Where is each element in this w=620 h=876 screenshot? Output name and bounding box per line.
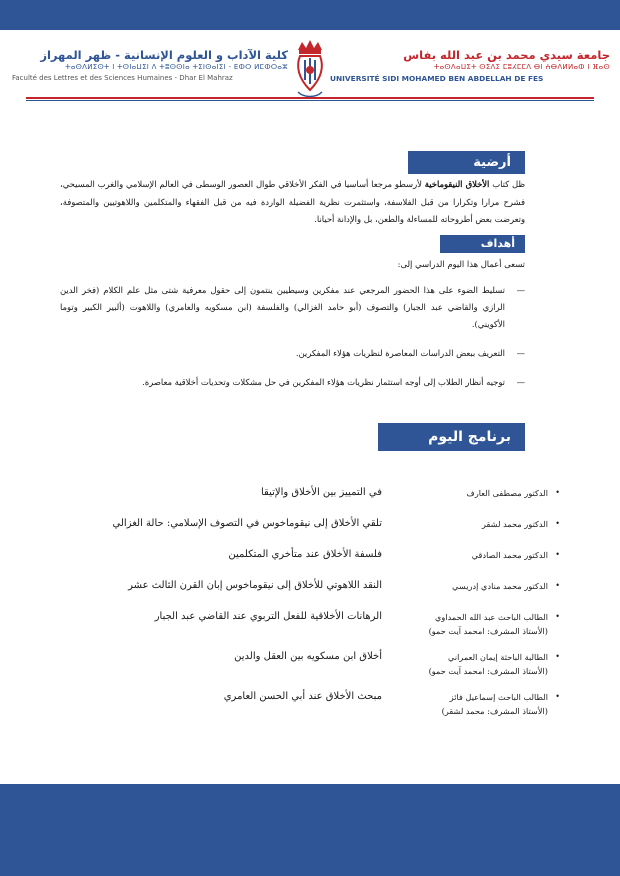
supervisor-note: (الأستاذ المشرف: امحمد آيت حمو)	[428, 666, 548, 676]
section-heading-ardiya: أرضية	[408, 151, 525, 174]
program-row	[60, 650, 560, 690]
university-name-french: UNIVERSITÉ SIDI MOHAMED BEN ABDELLAH DE FES	[330, 74, 544, 83]
talk-topic: مبحث الأخلاق عند أبي الحسن العامري	[223, 691, 382, 702]
goal-item	[60, 282, 525, 333]
header-divider-red	[26, 97, 594, 99]
goal-item	[60, 345, 525, 362]
speaker-name: الدكتور محمد منادي إدريسي	[452, 581, 548, 591]
faculty-name-french: Faculté des Lettres et des Sciences Humaines - Dhar El Mahraz	[12, 74, 233, 82]
bullet-icon: •	[555, 519, 560, 528]
supervisor-note: (الأستاذ المشرف: محمد لشقر)	[441, 706, 548, 716]
speaker-cell	[390, 610, 560, 638]
talk-topic: تلقي الأخلاق إلى نيقوماخوس في التصوف الإسلامي: حالة الغزالي	[112, 518, 382, 529]
speaker-cell	[390, 690, 560, 718]
program-row	[60, 579, 560, 610]
header-divider-blue	[26, 100, 594, 101]
talk-topic: في التمييز بين الأخلاق والإتيقا	[260, 487, 382, 498]
goal-text: توجيه أنظار الطلاب إلى أوجه استثمار نظريات هؤلاء المفكرين في حل مشكلات وتحديات أخلاقية معاصرة.	[142, 377, 505, 387]
talk-topic: الرهانات الأخلاقية للفعل التربوي عند القاضي عبد الجبار	[154, 611, 382, 622]
dash-bullet-icon: —	[516, 285, 525, 295]
speaker-name: الدكتور مصطفى العارف	[466, 488, 548, 498]
university-name-tifinagh: ⵜⴰⵙⴷⴰⵡⵉⵜ ⵙⵉⴷⵉ ⵎⵓⵃⵎⵎⴷ ⴱⵏ ⵄⴱⴷⵍⵍⴰⵀ ⵏ ⴼⴰⵙ	[433, 63, 610, 71]
speaker-name: الطالب الباحث إسماعيل فائز	[449, 692, 548, 702]
bullet-icon: •	[555, 612, 560, 621]
faculty-name-arabic: كلية الآداب و العلوم الإنسانية - ظهر المهراز	[40, 48, 288, 62]
program-list	[60, 486, 560, 730]
bottom-color-band	[0, 784, 620, 876]
goals-intro: تسعى أعمال هذا اليوم الدراسي إلى:	[397, 259, 525, 269]
page-header	[0, 36, 620, 100]
goal-text: التعريف ببعض الدراسات المعاصرة لنظريات هؤلاء المفكرين.	[295, 348, 505, 358]
goal-text: تسليط الضوء على هذا الحضور المرجعي عند مفكرين وسيطيين ينتمون إلى حقول معرفية شتى مثل علم الكلام (فخر الدين الرازي والقاضي عبد الجبار) والتصوف (أبو حامد الغزالي) والفلسفة (ابن مسكويه والعامري) واللاهوت (ألبير الكبير وتوما الأكويني).	[60, 285, 505, 329]
top-color-band	[0, 0, 620, 30]
faculty-name-tifinagh: ⵜⴰⵙⴷⵍⵉⵙⵜ ⵏ ⵜⵙⵏⴰⵡⵉⵏ ⴷ ⵜⵓⵙⵙⵏⴰ ⵜⵉⵏⵙⴰⵏⵉⵏ - ⴹⵀⵔ ⵍⵎⵀⵔⴰⵣ	[65, 63, 288, 71]
university-block	[330, 48, 610, 84]
speaker-cell	[390, 548, 560, 562]
program-row	[60, 517, 560, 548]
speaker-cell	[390, 517, 560, 531]
bullet-icon: •	[555, 550, 560, 559]
section-heading-ahdaf: أهداف	[440, 235, 525, 253]
talk-topic: أخلاق ابن مسكويه بين العقل والدين	[234, 651, 382, 662]
program-row	[60, 690, 560, 730]
talk-topic: فلسفة الأخلاق عند متأخري المتكلمين	[228, 549, 382, 560]
faculty-block	[12, 48, 288, 84]
talk-topic: النقد اللاهوتي للأخلاق إلى نيقوماخوس إبان القرن الثالث عشر	[128, 580, 382, 591]
speaker-name: الدكتور محمد الصادقي	[471, 550, 548, 560]
speaker-name: الطالب الباحث عبد الله الحمداوي	[434, 612, 548, 622]
speaker-cell	[390, 650, 560, 678]
speaker-cell	[390, 579, 560, 593]
program-row	[60, 548, 560, 579]
speaker-cell	[390, 486, 560, 500]
bullet-icon: •	[555, 652, 560, 661]
dash-bullet-icon: —	[516, 348, 525, 358]
speaker-name: الدكتور محمد لشقر	[482, 519, 548, 529]
supervisor-note: (الأستاذ المشرف: امحمد آيت حمو)	[428, 626, 548, 636]
goals-list	[60, 282, 525, 403]
goal-item	[60, 374, 525, 391]
program-row	[60, 486, 560, 517]
bullet-icon: •	[555, 692, 560, 701]
university-emblem-icon	[292, 36, 328, 100]
dash-bullet-icon: —	[516, 377, 525, 387]
ardiya-prefix: ظل كتاب	[489, 179, 525, 189]
section-heading-program: برنامج اليوم الدراسي	[378, 423, 525, 451]
bullet-icon: •	[555, 488, 560, 497]
ardiya-book-title: الأخلاق النيقوماخية	[424, 179, 490, 189]
ardiya-rest: لأرسطو مرجعا أساسيا في الفكر الأخلاقي طوال العصور الوسطى في العالم الإسلامي والغرب المسيحي، فشرح مرارا وتكرارا من قبل الفلاسفة، واستثمرت نظرية الفضيلة الواردة فيه من قبل الفقهاء والمتكلمين واللاهوتيين والمتصوفة، وتعرضت بعض أطروحاته للمساءلة والطعن، بل والإدانة أحيانا.	[60, 179, 525, 224]
program-row	[60, 610, 560, 650]
ardiya-paragraph	[60, 176, 525, 229]
university-name-arabic: جامعة سيدي محمد بن عبد الله بفاس	[403, 48, 610, 62]
bullet-icon: •	[555, 581, 560, 590]
speaker-name: الطالبة الباحثة إيمان العمراني	[448, 652, 548, 662]
